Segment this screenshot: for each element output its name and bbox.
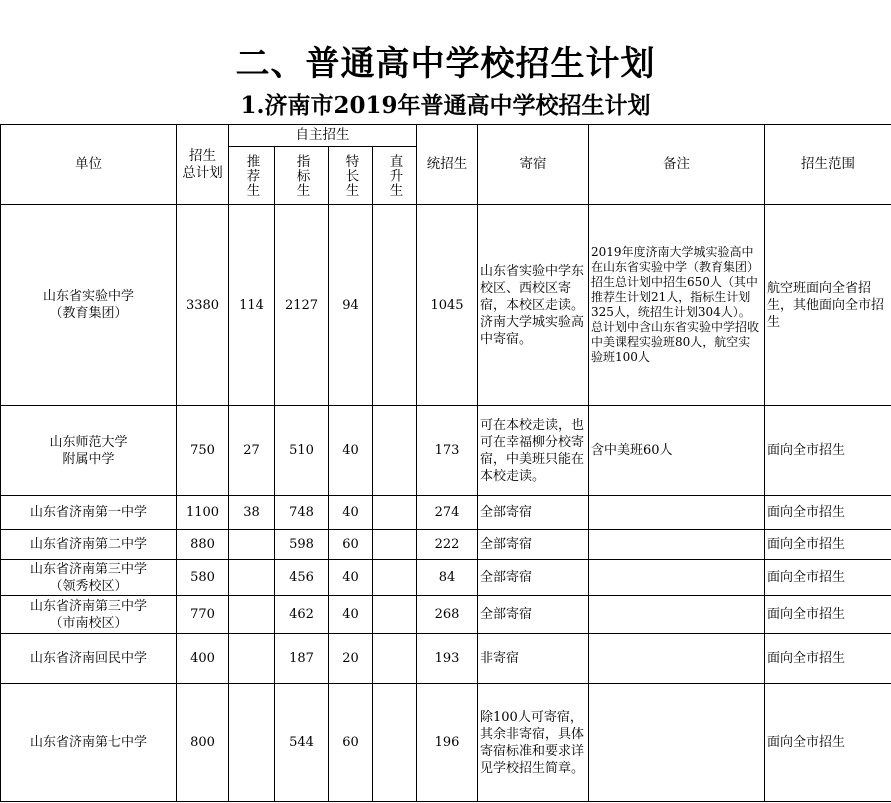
cell-unit: 山东省济南第三中学 （领秀校区） xyxy=(1,560,177,596)
header-unit: 单位 xyxy=(1,125,177,205)
cell-remark xyxy=(589,634,765,684)
table-row xyxy=(1,596,891,634)
cell-direct xyxy=(373,406,417,496)
cell-direct xyxy=(373,496,417,530)
cell-boarding: 非寄宿 xyxy=(478,634,589,684)
cell-boarding: 全部寄宿 xyxy=(478,530,589,560)
cell-recommend xyxy=(229,634,275,684)
cell-unified: 196 xyxy=(417,684,478,802)
cell-quota: 187 xyxy=(275,634,329,684)
cell-unit: 山东师范大学 附属中学 xyxy=(1,406,177,496)
table-row xyxy=(1,634,891,684)
cell-unified: 1045 xyxy=(417,205,478,406)
cell-remark xyxy=(589,530,765,560)
cell-boarding: 全部寄宿 xyxy=(478,596,589,634)
cell-unit: 山东省济南第二中学 xyxy=(1,530,177,560)
cell-remark xyxy=(589,596,765,634)
cell-special: 40 xyxy=(329,496,373,530)
cell-boarding: 山东省实验中学东校区、西校区寄宿，本校区走读。 济南大学城实验高中寄宿。 xyxy=(478,205,589,406)
cell-quota: 598 xyxy=(275,530,329,560)
cell-quota: 456 xyxy=(275,560,329,596)
cell-unit: 山东省济南第一中学 xyxy=(1,496,177,530)
cell-total: 770 xyxy=(177,596,229,634)
cell-scope: 面向全市招生 xyxy=(765,596,891,634)
header-self-recruit: 自主招生 xyxy=(229,125,417,147)
cell-quota: 2127 xyxy=(275,205,329,406)
cell-unit: 山东省实验中学 （教育集团） xyxy=(1,205,177,406)
cell-recommend xyxy=(229,596,275,634)
cell-unit: 山东省济南第三中学 （市南校区） xyxy=(1,596,177,634)
cell-scope: 面向全市招生 xyxy=(765,496,891,530)
header-unified: 统招生 xyxy=(417,125,478,205)
cell-boarding: 全部寄宿 xyxy=(478,496,589,530)
cell-unit: 山东省济南第七中学 xyxy=(1,684,177,802)
cell-recommend: 114 xyxy=(229,205,275,406)
cell-boarding: 可在本校走读，也可在幸福柳分校寄宿，中美班只能在本校走读。 xyxy=(478,406,589,496)
cell-direct xyxy=(373,530,417,560)
cell-quota: 510 xyxy=(275,406,329,496)
cell-scope: 面向全市招生 xyxy=(765,406,891,496)
header-scope: 招生范围 xyxy=(765,125,891,205)
cell-special: 20 xyxy=(329,634,373,684)
cell-recommend xyxy=(229,530,275,560)
cell-total: 580 xyxy=(177,560,229,596)
cell-recommend: 38 xyxy=(229,496,275,530)
cell-total: 3380 xyxy=(177,205,229,406)
table-row xyxy=(1,530,891,560)
cell-special: 40 xyxy=(329,596,373,634)
table-row xyxy=(1,496,891,530)
cell-unit: 山东省济南回民中学 xyxy=(1,634,177,684)
cell-scope: 面向全市招生 xyxy=(765,530,891,560)
cell-total: 800 xyxy=(177,684,229,802)
table-row xyxy=(1,560,891,596)
cell-unified: 222 xyxy=(417,530,478,560)
header-recommend: 推荐生 xyxy=(229,147,275,205)
cell-remark: 2019年度济南大学城实验高中在山东省实验中学（教育集团）招生总计划中招生650人（其中推荐生计划21人，指标生计划325人，统招生计划304人）。 总计划中含山东省实验中学招收中美课程实验班80人，航空实验班100人 xyxy=(589,205,765,406)
cell-direct xyxy=(373,684,417,802)
cell-total: 400 xyxy=(177,634,229,684)
cell-boarding: 全部寄宿 xyxy=(478,560,589,596)
cell-total: 750 xyxy=(177,406,229,496)
cell-total: 880 xyxy=(177,530,229,560)
table-row xyxy=(1,205,891,406)
table-row xyxy=(1,406,891,496)
cell-special: 60 xyxy=(329,684,373,802)
cell-boarding: 除100人可寄宿，其余非寄宿，具体寄宿标准和要求详见学校招生简章。 xyxy=(478,684,589,802)
header-direct: 直升生 xyxy=(373,147,417,205)
cell-direct xyxy=(373,560,417,596)
page-subtitle: 1.济南市2019年普通高中学校招生计划 xyxy=(240,92,651,119)
header-remark: 备注 xyxy=(589,125,765,205)
enrollment-plan-table xyxy=(0,124,891,802)
cell-unified: 84 xyxy=(417,560,478,596)
cell-scope: 航空班面向全省招生，其他面向全市招生 xyxy=(765,205,891,406)
page-title: 二、普通高中学校招生计划 xyxy=(235,44,656,84)
header-boarding: 寄宿 xyxy=(478,125,589,205)
cell-quota: 462 xyxy=(275,596,329,634)
cell-recommend xyxy=(229,684,275,802)
cell-scope: 面向全市招生 xyxy=(765,634,891,684)
cell-special: 60 xyxy=(329,530,373,560)
cell-remark xyxy=(589,684,765,802)
cell-recommend: 27 xyxy=(229,406,275,496)
cell-special: 40 xyxy=(329,560,373,596)
cell-direct xyxy=(373,596,417,634)
header-total: 招生 总计划 xyxy=(177,125,229,205)
cell-direct xyxy=(373,205,417,406)
header-special: 特长生 xyxy=(329,147,373,205)
cell-total: 1100 xyxy=(177,496,229,530)
cell-unified: 193 xyxy=(417,634,478,684)
table-row xyxy=(1,684,891,802)
cell-unified: 274 xyxy=(417,496,478,530)
cell-quota: 748 xyxy=(275,496,329,530)
cell-unified: 173 xyxy=(417,406,478,496)
cell-remark xyxy=(589,560,765,596)
cell-scope: 面向全市招生 xyxy=(765,684,891,802)
cell-special: 94 xyxy=(329,205,373,406)
cell-remark: 含中美班60人 xyxy=(589,406,765,496)
cell-unified: 268 xyxy=(417,596,478,634)
cell-remark xyxy=(589,496,765,530)
cell-direct xyxy=(373,634,417,684)
cell-scope: 面向全市招生 xyxy=(765,560,891,596)
header-quota: 指标生 xyxy=(275,147,329,205)
cell-recommend xyxy=(229,560,275,596)
cell-quota: 544 xyxy=(275,684,329,802)
cell-special: 40 xyxy=(329,406,373,496)
